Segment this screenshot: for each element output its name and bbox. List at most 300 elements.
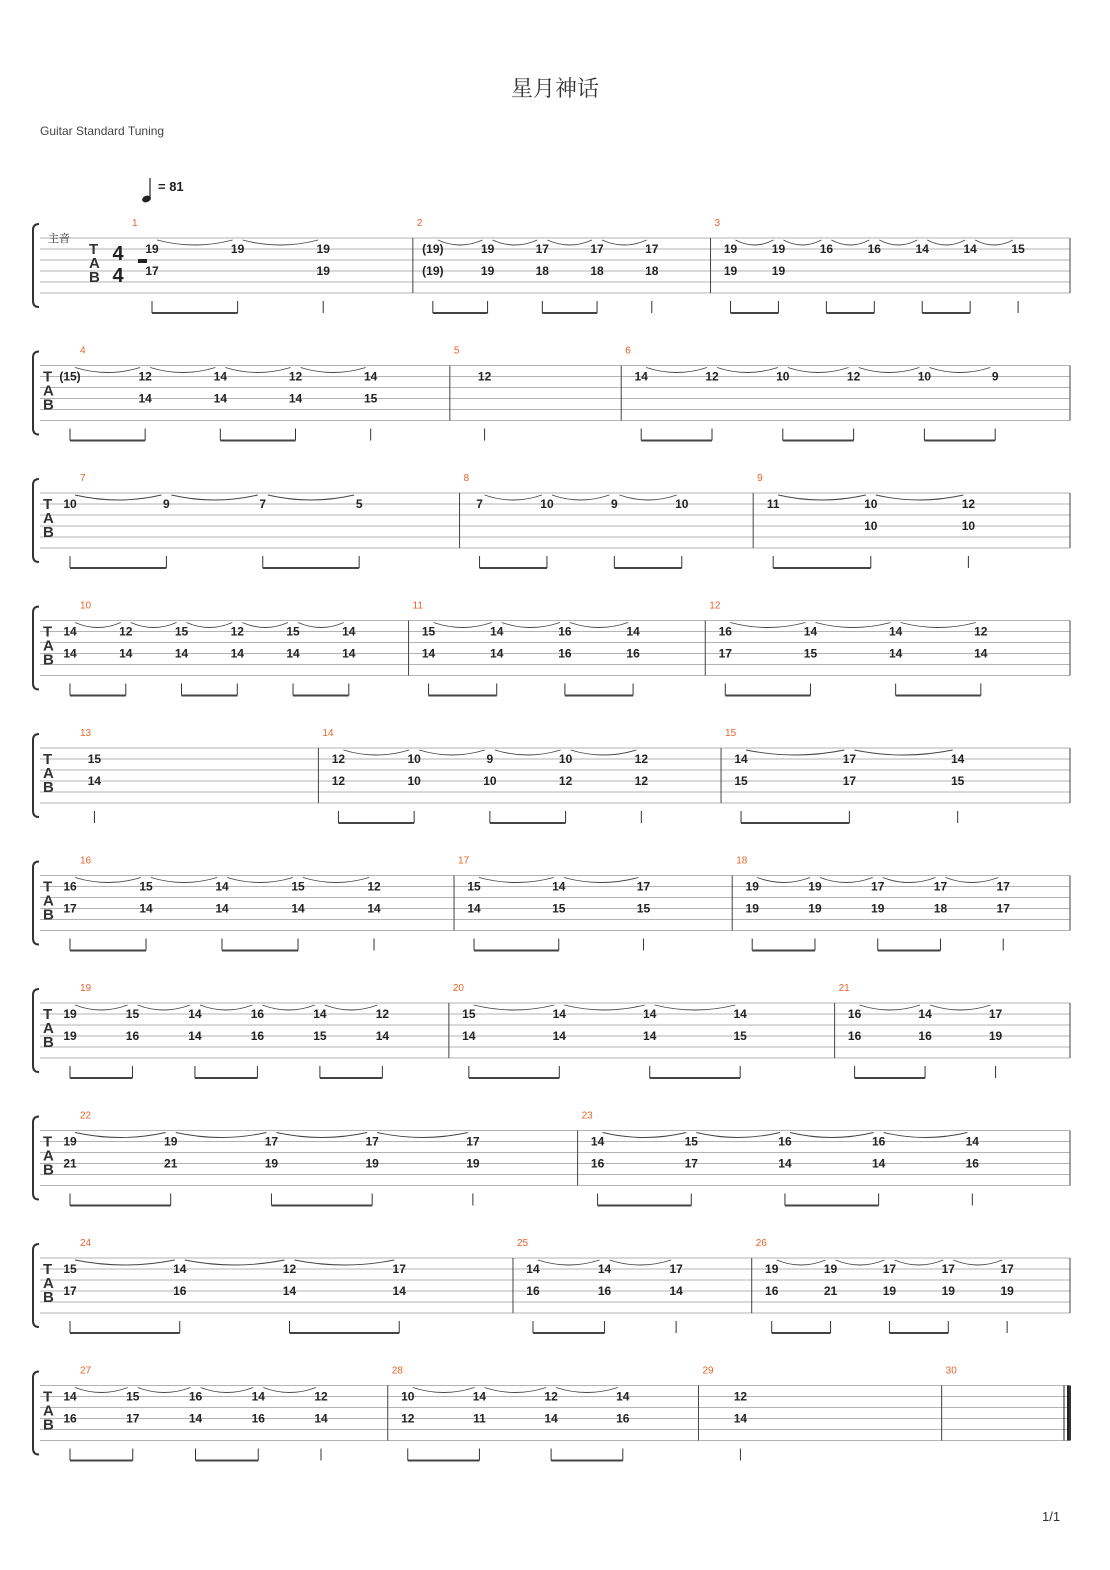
tie-arc — [854, 750, 952, 755]
fret-number: 14 — [643, 1007, 657, 1021]
fret-number: 14 — [342, 624, 356, 639]
fret-number: 19 — [723, 264, 738, 278]
tie-arc — [556, 1388, 618, 1393]
fret-number: 14 — [974, 646, 988, 661]
fret-number: 12 — [401, 1411, 415, 1426]
fret-number: 19 — [723, 242, 738, 256]
fret-number: 15 — [291, 879, 305, 894]
fret-number: 21 — [823, 1284, 838, 1298]
fret-number: 12 — [544, 1389, 558, 1404]
fret-number: 14 — [188, 1007, 202, 1021]
fret-number: 16 — [778, 1134, 792, 1149]
beam — [614, 567, 681, 569]
fret-number: 19 — [808, 879, 822, 894]
beam — [263, 567, 359, 569]
fret-number: 10 — [407, 774, 421, 788]
fret-number: 16 — [63, 879, 77, 894]
fret-number: 17 — [636, 879, 651, 894]
measure-number: 23 — [581, 1110, 593, 1122]
fret-number: 12 — [974, 624, 988, 639]
measure-number: 28 — [391, 1365, 403, 1377]
tab-clef-letter: A — [43, 1275, 54, 1292]
system-brace — [33, 734, 39, 817]
tie-arc — [859, 368, 920, 373]
beam — [598, 1205, 692, 1207]
tie-arc — [294, 1260, 394, 1265]
fret-number: 19 — [771, 264, 786, 278]
tie-arc — [75, 1005, 127, 1010]
fret-number: 16 — [251, 1411, 265, 1426]
fret-number: 14 — [462, 1029, 476, 1043]
tie-arc — [200, 1005, 252, 1010]
fret-number: 14 — [87, 774, 102, 788]
fret-number: 17 — [996, 901, 1010, 916]
fret-number: 15 — [286, 624, 300, 639]
beam — [293, 695, 349, 697]
tie-arc — [276, 1133, 367, 1138]
fret-number: 19 — [264, 1156, 279, 1171]
fret-number: 10 — [483, 774, 497, 788]
fret-number: 12 — [138, 369, 152, 384]
tie-arc — [434, 623, 492, 628]
fret-number: 14 — [733, 1411, 748, 1426]
tuning-label: Guitar Standard Tuning — [40, 124, 165, 138]
fret-number: 17 — [842, 774, 857, 788]
tie-arc — [884, 1133, 968, 1138]
tie-arc — [75, 878, 141, 883]
time-signature-top: 4 — [112, 243, 124, 265]
fret-number: 19 — [145, 242, 159, 256]
tie-arc — [75, 1133, 166, 1138]
tie-arc — [953, 1260, 1002, 1265]
tie-arc — [263, 1388, 316, 1393]
fret-number: 15 — [636, 901, 651, 916]
beam — [474, 950, 559, 952]
fret-number: 14 — [733, 1007, 747, 1021]
tie-arc — [242, 623, 288, 628]
fret-number: 17 — [590, 242, 604, 256]
fret-number: 14 — [188, 1029, 202, 1043]
fret-number: 10 — [917, 369, 932, 384]
fret-number: 17 — [871, 879, 885, 894]
fret-number: 10 — [864, 497, 878, 511]
fret-number: 15 — [462, 1007, 476, 1021]
fret-number: 14 — [342, 646, 356, 661]
fret-number: 9 — [611, 497, 618, 511]
system-brace — [33, 1244, 39, 1327]
measure-number: 15 — [725, 728, 737, 739]
fret-number: 14 — [552, 1029, 566, 1043]
fret-number: 12 — [477, 369, 492, 384]
fret-number: (19) — [422, 242, 444, 256]
tie-arc — [413, 1388, 475, 1393]
tab-clef-letter: B — [89, 269, 100, 286]
measure-number: 9 — [757, 473, 763, 484]
measure-number: 29 — [702, 1365, 714, 1377]
fret-number: 10 — [558, 752, 573, 766]
beam — [785, 1205, 879, 1207]
beam — [220, 440, 295, 442]
system-brace — [33, 352, 39, 435]
fret-number: 15 — [174, 624, 189, 639]
fret-number: 19 — [988, 1029, 1003, 1043]
fret-number: 14 — [230, 646, 244, 661]
fret-number: 17 — [392, 1262, 406, 1276]
fret-number: 14 — [138, 391, 152, 406]
measure-number: 2 — [416, 218, 423, 229]
tie-arc — [860, 1005, 920, 1010]
beam — [70, 950, 146, 952]
beam — [772, 1332, 831, 1334]
fret-number: 14 — [251, 1389, 265, 1404]
fret-number: 16 — [188, 1389, 203, 1404]
fret-number: 19 — [765, 1262, 779, 1276]
fret-number: 16 — [867, 242, 881, 256]
fret-number: 18 — [645, 264, 659, 278]
tab-clef-letter: T — [43, 1388, 53, 1406]
fret-number: 12 — [634, 774, 649, 788]
fret-number: 21 — [63, 1156, 77, 1171]
fret-number: 10 — [63, 497, 77, 511]
fret-number: 10 — [776, 369, 790, 384]
beam — [650, 1077, 740, 1079]
fret-number: 14 — [871, 1156, 886, 1171]
beam — [924, 440, 995, 442]
tie-arc — [187, 623, 233, 628]
tie-arc — [268, 495, 354, 500]
fret-number: 12 — [331, 774, 346, 788]
fret-number: 17 — [63, 1284, 77, 1298]
fret-number: 14 — [643, 1029, 657, 1043]
fret-number: 15 — [313, 1029, 327, 1043]
fret-number: 19 — [745, 879, 759, 894]
measure-number: 24 — [80, 1238, 92, 1249]
fret-number: 15 — [63, 1262, 77, 1276]
fret-number: 15 — [734, 774, 748, 788]
tie-arc — [502, 623, 560, 628]
tie-arc — [736, 240, 774, 245]
tab-clef-letter: A — [43, 382, 54, 400]
fret-number: 19 — [808, 901, 822, 916]
fret-number: 17 — [1000, 1262, 1014, 1276]
tie-arc — [655, 1005, 735, 1010]
tie-arc — [603, 1133, 687, 1138]
beam — [480, 567, 547, 569]
tie-arc — [262, 1005, 314, 1010]
fret-number: 14 — [173, 1262, 187, 1276]
fret-number: 14 — [590, 1134, 605, 1149]
beam — [70, 567, 166, 569]
tie-arc — [75, 623, 121, 628]
tab-clef-letter: B — [43, 1034, 54, 1051]
tie-arc — [552, 495, 609, 500]
fret-number: 14 — [367, 901, 381, 916]
tie-arc — [150, 368, 215, 373]
tie-arc — [778, 495, 866, 500]
fret-number: 17 — [718, 646, 732, 661]
fret-number: 5 — [355, 497, 363, 511]
fret-number: 15 — [803, 646, 818, 661]
fret-number: 16 — [558, 646, 572, 661]
fret-number: 14 — [965, 1134, 979, 1149]
tab-clef-letter: A — [43, 1020, 54, 1037]
tab-clef-letter: A — [43, 637, 54, 655]
fret-number: 19 — [882, 1284, 897, 1298]
measure-number: 30 — [945, 1365, 957, 1377]
fret-number: 10 — [864, 519, 878, 533]
tab-clef-letter: T — [43, 751, 53, 768]
fret-number: 7 — [259, 497, 267, 511]
tab-clef-letter: B — [43, 1289, 54, 1306]
tab-clef-letter: B — [43, 906, 54, 924]
fret-number: 12 — [288, 369, 303, 384]
fret-number: 17 — [988, 1007, 1003, 1021]
system-brace — [33, 862, 39, 945]
beam — [773, 567, 871, 569]
fret-number: 9 — [991, 369, 999, 384]
fret-number: 12 — [846, 369, 861, 384]
tab-clef-letter: T — [43, 878, 53, 896]
tab-clef-letter: T — [43, 1261, 53, 1278]
tie-arc — [788, 368, 849, 373]
beam — [408, 1460, 480, 1462]
fret-number: 14 — [63, 624, 77, 639]
tie-arc — [570, 623, 628, 628]
fret-number: 14 — [490, 624, 504, 639]
system-brace — [33, 989, 39, 1072]
tie-arc — [171, 495, 257, 500]
fret-number: 14 — [963, 242, 977, 256]
fret-number: 15 — [125, 1007, 140, 1021]
beam — [70, 1077, 132, 1079]
fret-number: 19 — [365, 1156, 379, 1171]
beam — [320, 1077, 382, 1079]
fret-number: 18 — [933, 901, 948, 916]
fret-number: 14 — [291, 901, 305, 916]
fret-number: 12 — [558, 774, 573, 788]
fret-number: 14 — [734, 752, 748, 766]
beam — [889, 1332, 948, 1334]
tie-arc — [927, 240, 965, 245]
fret-number: 14 — [888, 624, 903, 639]
fret-number: 19 — [480, 242, 495, 256]
fret-number: 17 — [535, 242, 549, 256]
fret-number: 15 — [1011, 242, 1025, 256]
measure-number: 22 — [80, 1110, 92, 1122]
system-brace — [33, 224, 39, 307]
beam — [289, 1332, 399, 1334]
tie-arc — [564, 878, 639, 883]
measure-number: 8 — [463, 473, 470, 484]
tab-clef-letter: B — [43, 651, 54, 669]
fret-number: 14 — [544, 1411, 558, 1426]
fret-number: 17 — [145, 264, 159, 278]
tie-arc — [474, 1005, 554, 1010]
tab-clef-letter: A — [43, 1402, 54, 1420]
fret-number: 19 — [63, 1134, 77, 1149]
tie-arc — [783, 240, 821, 245]
fret-number: 15 — [951, 774, 965, 788]
fret-number: 14 — [288, 391, 303, 406]
tie-arc — [757, 878, 810, 883]
beam — [70, 1460, 133, 1462]
fret-number: 16 — [626, 646, 640, 661]
measure-number: 19 — [80, 983, 92, 994]
fret-number: 15 — [87, 752, 102, 766]
fret-number: 16 — [918, 1029, 932, 1043]
beam — [195, 1460, 258, 1462]
tie-arc — [75, 368, 140, 373]
fret-number: 17 — [933, 879, 948, 894]
beam — [222, 950, 298, 952]
measure-number: 3 — [714, 218, 721, 229]
tie-arc — [929, 368, 990, 373]
fret-number: 17 — [126, 1411, 140, 1426]
tab-clef-letter: T — [89, 241, 99, 258]
measure-number: 13 — [80, 728, 92, 739]
tie-arc — [975, 240, 1013, 245]
fret-number: 17 — [941, 1262, 955, 1276]
beam — [70, 1205, 171, 1207]
fret-number: 10 — [961, 519, 976, 533]
tie-arc — [479, 878, 554, 883]
tie-arc — [901, 623, 976, 628]
fret-number: 12 — [733, 1389, 748, 1404]
fret-number: 19 — [316, 242, 330, 256]
tab-clef-letter: B — [43, 524, 54, 541]
fret-number: 19 — [316, 264, 330, 278]
tie-arc — [377, 1133, 468, 1138]
beam — [896, 695, 981, 697]
tab-clef-letter: B — [43, 1161, 54, 1179]
measure-number: 14 — [322, 728, 334, 739]
fret-number: 19 — [823, 1262, 838, 1276]
fret-number: 16 — [125, 1029, 140, 1043]
tie-arc — [777, 1260, 826, 1265]
beam — [565, 695, 633, 697]
measure-number: 16 — [80, 855, 92, 867]
fret-number: 18 — [535, 264, 549, 278]
tab-clef-letter: T — [43, 496, 53, 513]
fret-number: 14 — [119, 646, 133, 661]
fret-number: 12 — [119, 624, 133, 639]
fret-number: 12 — [367, 879, 381, 894]
tie-arc — [815, 623, 890, 628]
fret-number: 16 — [173, 1284, 187, 1298]
tie-arc — [419, 750, 485, 755]
tab-clef-letter: A — [43, 765, 54, 782]
tie-arc — [227, 878, 293, 883]
tie-arc — [883, 878, 936, 883]
fret-number: 10 — [407, 752, 421, 766]
fret-number: 14 — [626, 624, 640, 639]
beam — [490, 822, 566, 824]
system-brace — [33, 607, 39, 690]
tie-arc — [547, 240, 592, 245]
measure-number: 6 — [625, 345, 631, 357]
fret-number: 10 — [401, 1389, 415, 1404]
fret-number: 14 — [951, 752, 965, 766]
tab-clef-letter: B — [43, 779, 54, 796]
beam — [338, 822, 414, 824]
fret-number: 16 — [718, 624, 732, 639]
tie-arc — [619, 495, 676, 500]
tab-clef-letter: B — [43, 396, 54, 414]
tie-arc — [343, 750, 409, 755]
beam — [469, 1077, 559, 1079]
measure-number: 20 — [452, 983, 464, 994]
fret-number: 15 — [552, 901, 566, 916]
fret-number: 14 — [526, 1262, 540, 1276]
fret-number: 14 — [363, 369, 378, 384]
fret-number: 10 — [675, 497, 689, 511]
fret-number: 15 — [363, 391, 378, 406]
measure-number: 4 — [80, 345, 86, 357]
fret-number: (15) — [59, 369, 81, 384]
beam — [878, 950, 941, 952]
fret-number: 19 — [871, 901, 885, 916]
tab-clef-letter: B — [43, 1416, 54, 1434]
fret-number: 14 — [213, 369, 228, 384]
fret-number: 17 — [842, 752, 857, 766]
fret-number: 16 — [616, 1411, 630, 1426]
beam — [741, 822, 849, 824]
fret-number: 14 — [313, 1007, 327, 1021]
tie-arc — [610, 1260, 672, 1265]
measure-number: 18 — [736, 855, 748, 867]
fret-number: 14 — [803, 624, 818, 639]
fret-number: 10 — [540, 497, 554, 511]
tie-arc — [438, 240, 483, 245]
fret-number: 14 — [314, 1411, 328, 1426]
tie-arc — [538, 1260, 600, 1265]
fret-number: 14 — [139, 901, 153, 916]
fret-number: 21 — [164, 1156, 178, 1171]
fret-number: 14 — [282, 1284, 297, 1298]
tie-arc — [790, 1133, 874, 1138]
fret-number: 12 — [961, 497, 976, 511]
fret-number: 16 — [597, 1284, 612, 1298]
tie-arc — [176, 1133, 267, 1138]
tie-arc — [717, 368, 778, 373]
fret-number: 17 — [882, 1262, 897, 1276]
time-signature-bottom: 4 — [112, 265, 124, 287]
tie-arc — [493, 240, 538, 245]
tie-arc — [831, 240, 869, 245]
fret-number: 14 — [778, 1156, 792, 1171]
fret-number: 12 — [314, 1389, 328, 1404]
fret-number: 11 — [766, 497, 780, 511]
tab-clef-letter: A — [89, 255, 100, 272]
measure-number: 7 — [80, 473, 86, 484]
beam — [731, 312, 779, 314]
fret-number: 12 — [282, 1262, 297, 1276]
tempo-value: = 81 — [158, 179, 184, 194]
measure-number: 25 — [516, 1238, 529, 1249]
tie-arc — [185, 1260, 285, 1265]
tie-arc — [225, 368, 290, 373]
fret-number: 15 — [126, 1389, 140, 1404]
tab-clef-letter: T — [43, 368, 53, 386]
fret-number: 12 — [230, 624, 244, 639]
tie-arc — [696, 1133, 780, 1138]
measure-number: 26 — [755, 1238, 767, 1249]
tie-arc — [894, 1260, 943, 1265]
tab-clef-letter: T — [43, 623, 53, 641]
fret-number: 19 — [230, 242, 245, 256]
fret-number: 14 — [616, 1389, 630, 1404]
fret-number: 19 — [745, 901, 759, 916]
